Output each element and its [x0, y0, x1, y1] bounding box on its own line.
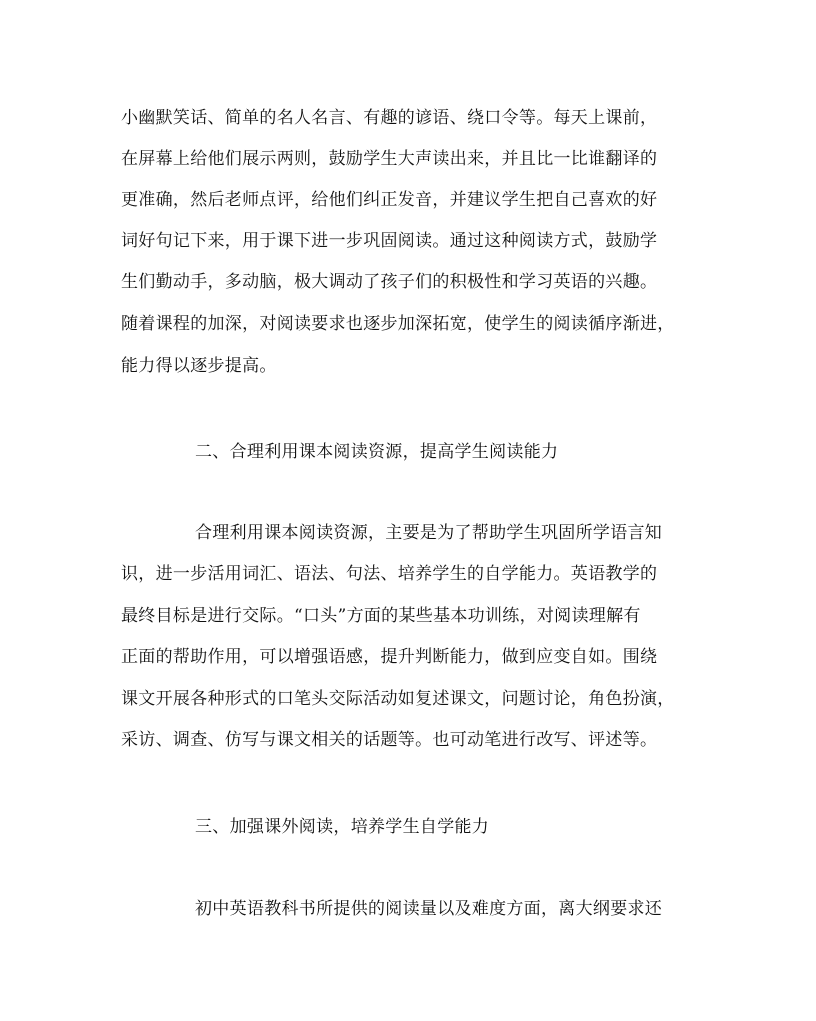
paragraph-2-line-1: 合理利用课本阅读资源，主要是为了帮助学生巩固所学语言知 — [195, 523, 663, 543]
paragraph-2-line-3: 最终目标是进行交际。“口头”方面的某些基本功训练，对阅读理解有 — [121, 606, 641, 626]
paragraph-2-line-4: 正面的帮助作用，可以增强语感，提升判断能力，做到应变自如。围绕 — [121, 647, 658, 667]
paragraph-2-line-2: 识，进一步活用词汇、语法、句法、培养学生的自学能力。英语教学的 — [121, 564, 658, 584]
paragraph-1-line-6: 随着课程的加深，对阅读要求也逐步加深拓宽，使学生的阅读循序渐进， — [121, 314, 675, 334]
paragraph-1-line-7: 能力得以逐步提高。 — [121, 356, 277, 376]
section-heading-3: 三、加强课外阅读，培养学生自学能力 — [195, 817, 490, 837]
paragraph-1-line-2: 在屏幕上给他们展示两则，鼓励学生大声读出来，并且比一比谁翻译的 — [121, 149, 658, 169]
paragraph-2-line-6: 采访、调查、仿写与课文相关的话题等。也可动笔进行改写、评述等。 — [121, 730, 658, 750]
paragraph-1-line-4: 词好句记下来，用于课下进一步巩固阅读。通过这种阅读方式，鼓励学 — [121, 231, 658, 251]
paragraph-1-line-5: 生们勤动手，多动脑，极大调动了孩子们的积极性和学习英语的兴趣。 — [121, 272, 658, 292]
paragraph-1-line-1: 小幽默笑话、简单的名人名言、有趣的谚语、绕口令等。每天上课前， — [121, 108, 658, 128]
section-heading-2: 二、合理利用课本阅读资源，提高学生阅读能力 — [195, 442, 559, 462]
paragraph-3-line-1: 初中英语教科书所提供的阅读量以及难度方面，离大纲要求还 — [195, 899, 663, 919]
paragraph-1-line-3: 更准确，然后老师点评，给他们纠正发音，并建议学生把自己喜欢的好 — [121, 190, 658, 210]
paragraph-2-line-5: 课文开展各种形式的口笔头交际活动如复述课文，问题讨论，角色扮演， — [121, 689, 675, 709]
